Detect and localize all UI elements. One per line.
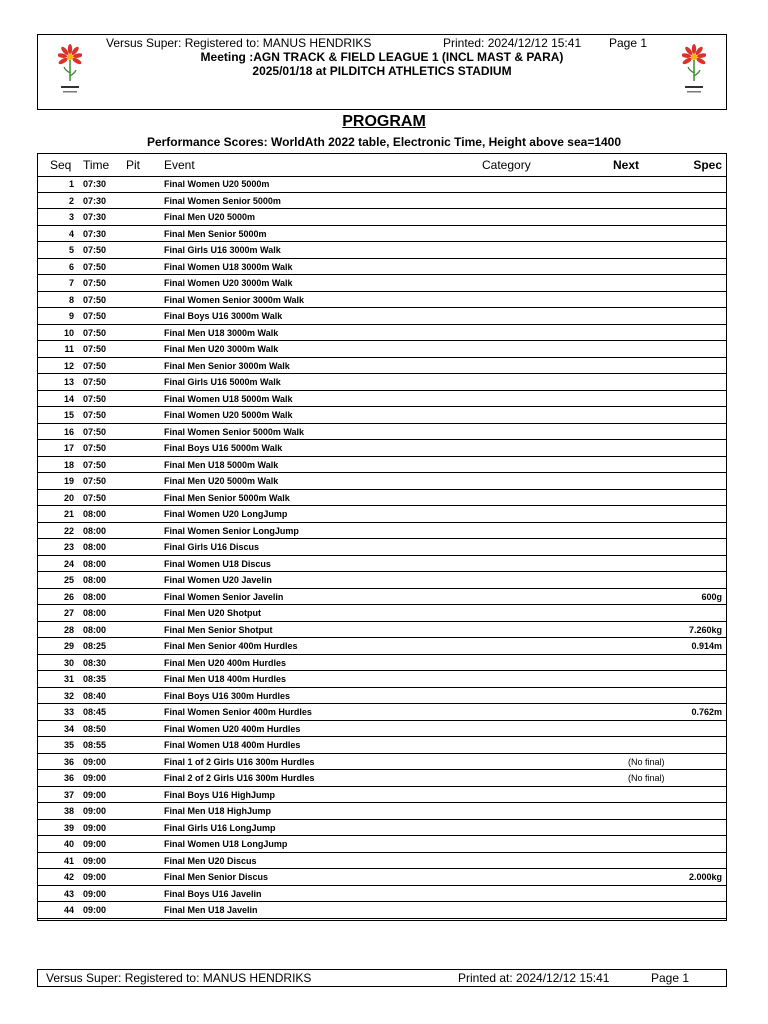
table-header — [38, 154, 726, 177]
row-time: 07:50 — [83, 492, 107, 503]
row-seq: 40 — [63, 839, 74, 849]
table-row — [38, 886, 726, 903]
row-seq: 32 — [63, 690, 74, 701]
table-row — [38, 374, 726, 391]
row-event: Final Women U18 LongJump — [164, 839, 288, 849]
footer-page-number: Page 1 — [651, 971, 690, 985]
row-event: Final Women Senior LongJump — [164, 525, 299, 536]
row-time: 08:55 — [83, 740, 107, 750]
row-seq: 26 — [63, 591, 74, 602]
column-header-spec: Spec — [693, 158, 722, 172]
row-event: Final Women U20 5000m — [164, 179, 270, 189]
row-next: (No final) — [628, 773, 665, 783]
row-seq: 10 — [63, 327, 74, 338]
row-event: Final Men U18 HighJump — [164, 806, 272, 816]
table-row — [38, 325, 726, 342]
row-event: Final Boys U16 300m Hurdles — [164, 690, 291, 701]
row-time: 09:00 — [83, 773, 107, 783]
row-seq: 35 — [63, 740, 74, 750]
row-time: 09:00 — [83, 789, 107, 800]
column-header-time: Time — [83, 158, 110, 172]
table-row — [38, 787, 726, 804]
row-seq: 13 — [63, 377, 74, 387]
performance-scores-note: Performance Scores: WorldAth 2022 table, Electronic Time, Height above sea=1400 — [146, 135, 622, 149]
table-row — [38, 572, 726, 589]
row-event: Final Men Senior 400m Hurdles — [164, 641, 298, 651]
row-time: 07:50 — [83, 311, 107, 321]
row-time: 08:00 — [83, 591, 107, 602]
table-row — [38, 226, 726, 243]
row-time: 07:50 — [83, 245, 107, 255]
row-event: Final Women U18 3000m Walk — [164, 261, 293, 272]
row-seq: 5 — [68, 245, 74, 255]
row-time: 07:50 — [83, 426, 107, 437]
table-row — [38, 259, 726, 276]
row-seq: 1 — [68, 179, 74, 189]
row-seq: 11 — [64, 344, 74, 354]
row-time: 09:00 — [83, 872, 107, 882]
column-header-seq: Seq — [50, 158, 72, 172]
row-time: 07:50 — [83, 294, 107, 305]
document-header — [37, 34, 727, 110]
column-header-next: Next — [613, 158, 640, 172]
row-event: Final Women U18 Discus — [164, 558, 271, 569]
row-seq: 15 — [63, 410, 74, 420]
row-seq: 33 — [63, 707, 74, 717]
table-row — [38, 424, 726, 441]
row-event: Final Men U20 5000m — [164, 212, 256, 222]
table-row — [38, 473, 726, 490]
table-row — [38, 556, 726, 573]
table-row — [38, 820, 726, 837]
row-time: 07:30 — [83, 228, 107, 239]
table-row — [38, 655, 726, 672]
row-event: Final Men Senior Discus — [164, 872, 269, 882]
row-seq: 25 — [63, 575, 74, 585]
row-seq: 12 — [63, 360, 74, 371]
row-seq: 21 — [63, 509, 74, 519]
row-time: 08:00 — [83, 509, 107, 519]
row-time: 08:00 — [83, 525, 107, 536]
row-event: Final Boys U16 3000m Walk — [164, 311, 283, 321]
row-event: Final Men Senior Shotput — [164, 624, 273, 635]
row-event: Final Women Senior Javelin — [164, 591, 284, 602]
table-row — [38, 176, 726, 193]
table-row — [38, 803, 726, 820]
row-seq: 44 — [63, 905, 74, 915]
table-row — [38, 308, 726, 325]
table-row — [38, 770, 726, 787]
row-spec: 2.000kg — [688, 872, 722, 882]
table-row — [38, 193, 726, 210]
row-time: 07:50 — [83, 459, 107, 470]
table-row — [38, 341, 726, 358]
row-seq: 22 — [63, 525, 74, 536]
row-time: 08:00 — [83, 542, 107, 552]
table-row — [38, 523, 726, 540]
row-event: Final 2 of 2 Girls U16 300m Hurdles — [164, 773, 315, 783]
table-row — [38, 242, 726, 259]
row-seq: 4 — [68, 228, 74, 239]
row-event: Final Women Senior 400m Hurdles — [164, 707, 312, 717]
column-header-pit: Pit — [126, 158, 141, 172]
row-seq: 38 — [63, 806, 74, 816]
table-row — [38, 836, 726, 853]
row-event: Final Women U18 400m Hurdles — [164, 740, 301, 750]
row-seq: 29 — [63, 641, 74, 651]
row-time: 07:30 — [83, 179, 107, 189]
row-time: 09:00 — [83, 855, 107, 866]
row-seq: 39 — [63, 822, 74, 833]
athletics-gauteng-north-logo-icon — [682, 43, 706, 97]
row-seq: 20 — [63, 492, 74, 503]
row-seq: 7 — [68, 278, 74, 288]
row-time: 08:40 — [83, 690, 107, 701]
document-footer — [37, 969, 727, 987]
row-event: Final Men U18 3000m Walk — [164, 327, 279, 338]
table-row — [38, 391, 726, 408]
row-event: Final Women U20 400m Hurdles — [164, 723, 301, 734]
row-event: Final Women U20 Javelin — [164, 575, 272, 585]
table-row — [38, 869, 726, 886]
row-event: Final Women Senior 5000m — [164, 195, 281, 206]
row-seq: 36 — [63, 756, 74, 767]
row-time: 07:50 — [83, 278, 107, 288]
row-seq: 16 — [63, 426, 74, 437]
row-time: 09:00 — [83, 806, 107, 816]
table-row — [38, 539, 726, 556]
row-event: Final Girls U16 Discus — [164, 542, 260, 552]
row-seq: 37 — [63, 789, 74, 800]
table-row — [38, 721, 726, 738]
meeting-title: Meeting :AGN TRACK & FIELD LEAGUE 1 (INCL MAST & PARA) — [200, 50, 564, 64]
row-event: Final Men U18 5000m Walk — [164, 459, 279, 470]
table-row — [38, 688, 726, 705]
row-event: Final Boys U16 5000m Walk — [164, 443, 283, 453]
row-seq: 27 — [63, 608, 74, 618]
row-time: 07:50 — [83, 377, 107, 387]
row-spec: 0.914m — [691, 641, 722, 651]
row-event: Final Men Senior 3000m Walk — [164, 360, 290, 371]
table-row — [38, 457, 726, 474]
row-seq: 19 — [63, 476, 74, 486]
row-event: Final Women U20 5000m Walk — [164, 410, 293, 420]
column-header-category: Category — [482, 158, 531, 172]
row-event: Final Boys U16 Javelin — [164, 888, 262, 899]
row-time: 07:50 — [83, 393, 107, 404]
row-event: Final Men Senior 5000m — [164, 228, 267, 239]
row-seq: 30 — [63, 657, 74, 668]
row-time: 09:00 — [83, 888, 107, 899]
table-row — [38, 853, 726, 870]
row-time: 07:50 — [83, 360, 107, 371]
row-event: Final Men U20 Shotput — [164, 608, 262, 618]
row-time: 08:45 — [83, 707, 107, 717]
row-seq: 17 — [63, 443, 74, 453]
row-event: Final Women U20 LongJump — [164, 509, 288, 519]
table-row — [38, 292, 726, 309]
table-row — [38, 490, 726, 507]
row-event: Final Women U18 5000m Walk — [164, 393, 293, 404]
footer-registered-to: Versus Super: Registered to: MANUS HENDRIKS — [46, 971, 312, 985]
meeting-date-venue: 2025/01/18 at PILDITCH ATHLETICS STADIUM — [252, 64, 512, 78]
row-time: 07:50 — [83, 327, 107, 338]
column-header-event: Event — [164, 158, 195, 172]
table-row — [38, 737, 726, 754]
row-event: Final Men Senior 5000m Walk — [164, 492, 290, 503]
row-time: 09:00 — [83, 822, 107, 833]
row-time: 08:00 — [83, 608, 107, 618]
row-time: 07:50 — [83, 476, 107, 486]
row-event: Final Women Senior 3000m Walk — [164, 294, 305, 305]
program-table — [37, 153, 727, 921]
row-time: 08:50 — [83, 723, 107, 734]
header-printed-date: Printed: 2024/12/12 15:41 — [443, 36, 582, 50]
table-row — [38, 902, 726, 919]
row-time: 08:30 — [83, 657, 107, 668]
footer-printed-date: Printed at: 2024/12/12 15:41 — [458, 971, 610, 985]
row-seq: 24 — [63, 558, 74, 569]
row-event: Final Men U20 5000m Walk — [164, 476, 279, 486]
row-time: 09:00 — [83, 756, 107, 767]
row-time: 08:00 — [83, 624, 107, 635]
table-row — [38, 589, 726, 606]
table-row — [38, 754, 726, 771]
row-seq: 36 — [63, 773, 74, 783]
row-event: Final Men U20 Discus — [164, 855, 257, 866]
row-time: 08:00 — [83, 558, 107, 569]
row-seq: 9 — [68, 311, 74, 321]
table-row — [38, 440, 726, 457]
row-event: Final 1 of 2 Girls U16 300m Hurdles — [164, 756, 315, 767]
row-seq: 43 — [63, 888, 74, 899]
row-time: 07:50 — [83, 410, 107, 420]
table-row — [38, 209, 726, 226]
row-event: Final Men U18 400m Hurdles — [164, 674, 287, 684]
row-event: Final Girls U16 5000m Walk — [164, 377, 281, 387]
row-seq: 3 — [68, 212, 74, 222]
row-time: 07:50 — [83, 443, 107, 453]
row-seq: 6 — [68, 261, 74, 272]
row-seq: 14 — [63, 393, 74, 404]
row-spec: 600g — [701, 591, 722, 602]
header-registered-to: Versus Super: Registered to: MANUS HENDRIKS — [106, 36, 372, 50]
table-row — [38, 358, 726, 375]
row-event: Final Boys U16 HighJump — [164, 789, 276, 800]
row-time: 07:30 — [83, 212, 107, 222]
row-time: 08:25 — [83, 641, 107, 651]
header-page-number: Page 1 — [609, 36, 648, 50]
row-seq: 28 — [63, 624, 74, 635]
row-event: Final Women Senior 5000m Walk — [164, 426, 305, 437]
table-row — [38, 407, 726, 424]
row-seq: 42 — [63, 872, 74, 882]
row-spec: 7.260kg — [688, 624, 722, 635]
row-time: 07:50 — [83, 344, 107, 354]
row-event: Final Men U18 Javelin — [164, 905, 258, 915]
table-row — [38, 605, 726, 622]
row-event: Final Girls U16 3000m Walk — [164, 245, 281, 255]
row-event: Final Men U20 3000m Walk — [164, 344, 279, 354]
table-row — [38, 622, 726, 639]
row-seq: 2 — [68, 195, 74, 206]
table-row — [38, 506, 726, 523]
row-time: 07:50 — [83, 261, 107, 272]
table-row — [38, 638, 726, 655]
row-event: Final Women U20 3000m Walk — [164, 278, 293, 288]
row-time: 08:35 — [83, 674, 107, 684]
row-seq: 8 — [68, 294, 74, 305]
row-seq: 18 — [63, 459, 74, 470]
table-row — [38, 671, 726, 688]
row-next: (No final) — [628, 756, 665, 767]
row-seq: 41 — [63, 855, 74, 866]
row-seq: 34 — [63, 723, 74, 734]
row-event: Final Men U20 400m Hurdles — [164, 657, 287, 668]
row-time: 09:00 — [83, 839, 107, 849]
row-spec: 0.762m — [691, 707, 722, 717]
row-time: 08:00 — [83, 575, 107, 585]
row-seq: 31 — [63, 674, 74, 684]
table-body — [38, 176, 726, 919]
row-event: Final Girls U16 LongJump — [164, 822, 276, 833]
row-time: 09:00 — [83, 905, 107, 915]
table-row — [38, 704, 726, 721]
page-title: PROGRAM — [342, 113, 426, 130]
row-time: 07:30 — [83, 195, 107, 206]
row-seq: 23 — [63, 542, 74, 552]
table-row — [38, 275, 726, 292]
